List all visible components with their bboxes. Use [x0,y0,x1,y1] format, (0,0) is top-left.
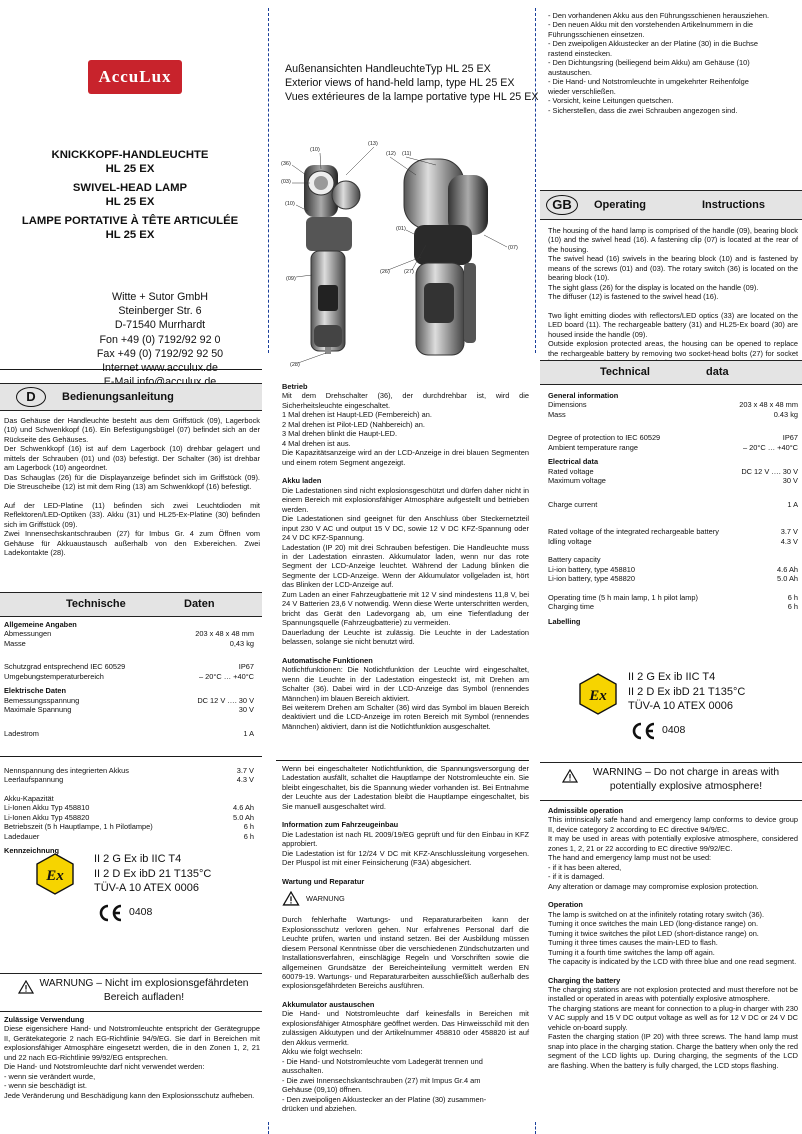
auto-text-2: Wenn bei eingeschalteter Notlichtfunktion, die Spannungsversorgung der Ladestation ausfällt, schaltet die Hauptlampe der Notstromleuchte ein. Sie bleibt eingeschaltet, bis die Spannung wieder vorhanden ist. Bei Entnahme der Leuchte aus der Ladestation bleibt die Hauptlampe eingeschaltet, bis Sie manuell ausgeschaltet wird. [282,764,529,811]
daten-label: Daten [184,598,215,611]
spec-row: Li-ion battery, type 458810 4.6 Ah [548,564,798,574]
warning-triangle-icon [18,980,34,994]
en-gen-title: General information [548,391,619,400]
spec-row: Li-Ionen Akku Typ 458820 5.0 Ah [4,812,254,822]
akku-title: Akku laden [282,476,322,486]
spec-row: Operating time (5 h main lamp, 1 h pilot lamp) 6 h [548,592,798,602]
technische-label: Technische [66,598,126,611]
spec-row: Umgebungstemperaturbereich – 20°C … +40°C [4,671,254,681]
callout: (12) [386,151,396,157]
callout: (11) [402,151,412,157]
logo-text: AccuLux [98,67,172,87]
en-label-line: TÜV-A 10 ATEX 0006 [628,700,733,713]
spec-row: Idling voltage 4.3 V [548,536,798,546]
ex-hexagon-icon [578,672,618,716]
mid-rule [276,760,529,761]
d-label-title: Kennzeichnung [4,846,60,856]
title-en: SWIVEL-HEAD LAMP HL 25 EX [72,182,188,209]
wart-warning-label: WARNUNG [306,893,345,903]
d-tech-data [4,620,254,738]
spec-row: Maximum voltage 30 V [548,476,798,486]
en-warning-box [540,762,802,801]
spec-row: Dimensions 203 x 48 x 48 mm [548,400,798,410]
caption-fr: Vues extérieures de la lampe portative type HL 25 EX [285,90,539,103]
en-label-lines [628,670,745,714]
en-op-text: The lamp is switched on at the infinitely rotating rotary switch (36). Turning it once switches the main LED (long-distance range) on. Turning it twice switches the pilot LED (short-distance range) on. Turning it three times causes the main-LED to flash. Turning it a fourth time switches the lamp off again. The capacity is indicated by the LCD with three blue and one read segment. [548,909,797,967]
akku-text: Die Ladestationen sind nicht explosionsgeschützt und dürfen daher nicht in einem Bereich mit explosionsfähiger Atmosphäre aufgestellt und betrieben werden. Die Ladestationen sind geeignet für den Anschluss über Steckernetzteil input 230 V AC und output 15 V DC, sowie 12 V DC KFZ-Spannung oder 24 V DC KFZ-Spannung. Ladestation (IP 20) mit drei Schrauben befestigen. Die Handleuchte muss in der Ladestation einrasten. Akkumulator laden, wenn nur das rote Segment der LCD-Anzeige leuchtet. Während der Ladung blinken die Segmente der LCD-Anzeige. Wenn der Akkumulator vollgeladen ist, hört das Blinken der LCD-Anzeige auf. Zum Laden an einer Fahrzeugbatterie mit 12 V sind mindestens 11,8 V, bei 24 V Batterien 23,6 V notwendig. Wenn diese Werte unterschritten werden, bricht das Gerät den Ladevorgang ab, um eine Tiefentladung der Spannungsquelle (Fahrzeugbatterie) zu vermeiden. Dauerladung der Leuchte ist zulässig. Die Leuchte in der Ladestation belassen, solange sie nicht benutzt wird. [282,485,529,647]
spec-row: Mass 0.43 kg [548,409,798,419]
aus-title: Akkumulator austauschen [282,999,375,1009]
d-label-lines [94,852,211,896]
en-cap-title: Battery capacity [548,555,601,565]
spec-row: Charge current 1 A [548,499,798,509]
spec-row: Rated voltage DC 12 V …. 30 V [548,466,798,476]
title-de: KNICKKOPF-HANDLEUCHTE HL 25 EX [51,149,209,176]
lamp-front-view [304,165,360,354]
svg-text:Ex: Ex [46,868,64,884]
ce-number: 0408 [662,724,686,737]
fold-line-left-lower [268,1122,269,1134]
warning-triangle-icon [282,891,300,906]
d-ce-mark [97,904,152,922]
d-warning-text: WARNUNG – Nicht im explosionsgefährdeten Bereich aufladen! [39,978,249,1003]
spec-row: Leerlaufspannung 4.3 V [4,775,254,785]
d-elec-title: Elektrische Daten [4,686,67,696]
auto-title: Automatische Funktionen [282,655,373,665]
svg-text:Ex: Ex [589,688,607,704]
spec-row: Rated voltage of the integrated rechargeable battery 3.7 V [548,527,798,537]
title-fr: LAMPE PORTATIVE À TÊTE ARTICULÉE HL 25 EX [21,215,239,242]
wart-warning [282,891,529,906]
d-header [0,383,262,411]
en-op-title: Operation [548,900,583,910]
en-elec-title: Electrical data [548,457,599,467]
wart-text: Durch fehlerhafte Wartungs- und Reparaturarbeiten kann der Explosionsschutz verloren gehen. Nur erfahrenes Personal darf die Leuchte prüfen, warten und instand setzen. Bei der Ausbildung müssen diesem Personal Kenntnisse über die verschiedenen Zündschutzarten und Installationsverfahren, einschlägige Regeln und Vorschriften sowie die allgemeinen Grundsätze der Bereicheinteilung vermittelt werden EN 60079-19. Wartungs- und Reparaturarbeiten ausschließlich außerhalb des explosionsgefährdeten Bereichs ausführen. [282,915,529,991]
spec-row: Charging time 6 h [548,602,798,612]
d-use-text: Diese eigensichere Hand- und Notstromleuchte entspricht der Gerätegruppe II, Gerätekategorie 2 nach EG-Richtlinie 94/9/EG. Sie darf in Bereichen mit explosionsfähiger Atmosphäre eingesetzt werden, die in den Zonen 1, 2, 21 und 22 nach EG-Richtlinie 99/92/EG entsprechen. Die Hand- und Notstromleuchte darf nicht verwendet werden: - wenn sie verändert wurde, - wenn sie beschädigt ist. Jede Veränderung und Beschädigung kann den Explosionsschutz aufheben. [4,1024,260,1100]
callout: (10) [285,201,295,207]
gb-intro [548,226,798,368]
betrieb-text: Mit dem Drehschalter (36), der durchdrehbar ist, wird die Sicherheitsleuchte eingeschaltet. 1 Mal drehen ist Haupt-LED (Fernbereich) an. 2 Mal drehen ist Pilot-LED (Nahbereich) an. 3 Mal drehen blinkt die Haupt-LED. 4 Mal drehen ist aus. Die Kapazitätsanzeige wird an der LCD-Anzeige in drei blauen Segmenten und einem rotem Segment angezeigt. [282,391,529,467]
fzg-text: Die Ladestation ist nach RL 2009/19/EG geprüft und für den Einbau in KFZ approbiert. Die Ladestation ist für 12/24 V DC mit KFZ-Anschlussleitung vorgesehen. Der Pluspol ist mit einer Feinsicherung (F3A) abgesichert. [282,829,529,868]
gb-badge: GB [546,195,578,215]
battery-replace-steps-top: - Den vorhandenen Akku aus den Führungsschienen herausziehen. - Den neuen Akku mit den vorstehenden Artikelnummern in die Führungsschienen einsetzen. - Den zweipoligen Akkustecker an der Platine (30) in die Buchse rastend einstecken. - Den Dichtungsring (beiliegend beim Akku) am Gehäuse (10) austauschen. - Die Hand- und Notstromleuchte in umgekehrter Reihenfolge wieder verschließen. - Vorsicht, keine Leitungen quetschen. - Sicherstellen, dass die zwei Schrauben angezogen sind. [548,11,770,115]
en-operation [548,806,798,1070]
spec-row: Ladedauer 6 h [4,831,254,841]
d-rule [0,756,262,757]
callout: (27) [404,269,414,275]
ex-hexagon-icon [35,852,75,896]
ce-mark-icon [97,904,123,922]
en-adm-text: This intrinsically safe hand and emergency lamp conforms to device group II, device category 2 according to EC directive 94/9/EC. It may be used in areas with potentially explosive atmosphere, considered zones 1, 2, 21 or 22 according to EC directive 99/92/EC. The hand and emergency lamp must not be used: - if it has been altered, - if it is damaged. Any alteration or damage may compromise explosion protection. [548,815,798,891]
callout: (01) [396,226,406,232]
en-label-line: II 2 G Ex ib IIC T4 [628,671,716,683]
callout: (13) [368,141,378,147]
spec-row: Maximale Spannung 30 V [4,705,254,715]
betrieb-title: Betrieb [282,382,308,391]
d-use-title: Zulässige Verwendung [4,1015,85,1024]
d-cap-title: Akku-Kapazität [4,793,54,803]
fold-line-left [268,8,269,353]
manufacturer-address: Witte + Sutor GmbH Steinberger Str. 6 D-71540 Murrhardt Fon +49 (0) 7192/92 92 0 Fax +49 (0) 7192/92 92 50 Internet www.acculux.de [96,291,224,375]
d-label-line: II 2 G Ex ib IIC T4 [94,853,182,865]
en-ce-mark [630,722,685,740]
data-label: data [706,366,729,379]
acculux-logo [88,60,182,94]
gb-intro-text-2: Two light emitting diodes with reflectors/LED optics (33) are located on the LED board (11). The rechargeable battery (31) and HL25-Ex board (30) are housed inside the handle (09). Outside explosion protected areas, the housing can be opened to replace the rechargeable battery by removing two socket-head bolts (27) for socket [548,310,798,358]
d-warning-box [0,973,262,1012]
callout: (03) [281,179,291,185]
spec-row: Ambient temperature range – 20°C … +40°C [548,442,798,452]
fold-line-right-lower [535,1122,536,1134]
caption-de: Außenansichten HandleuchteTyp HL 25 EX [285,63,491,75]
spec-row: Betriebszeit (5 h Hauptlampe, 1 h Pilotlampe) 6 h [4,822,254,832]
spec-row: Abmessungen 203 x 48 x 48 mm [4,629,254,639]
aus-text: Die Hand- und Notstromleuchte darf keinesfalls in Bereichen mit explosionsfähiger Atmosphäre geöffnet werden. Das Hinweisschild mit den zulässigen Akkutypen und der Artikelnummer 458810 oder 458820 ist auf den Akkus vermerkt. Akku wie folgt wechseln: - Die Hand- und Notstromleuchte vom Ladegerät trennen und ausschalten. - Die zwei Innensechskantschrauben (27) mit Impus Gr.4 am Gehäuse (09,10) öffnen. - Den zweipoligen Akkustecker an der Platine (30) zusammen- drücken und abziehen. [282,1009,529,1114]
spec-row: Nennspannung des integrierten Akkus 3.7 V [4,766,254,775]
wart-title: Wartung und Reparatur [282,876,365,886]
en-chg-text: The charging stations are not explosion protected and must therefore not be installed or operated in areas with potentially explosive atmosphere. The charging stations are meant for connection to a plug-in charger with 230 V AC supply and 15 V DC output voltage as well as for 12 V DC or 24 V DC vehicle on-board supply. Fasten the charging station (IP 20) with three screws. The hand lamp must snap into place in the charging station. Charge the battery when only the red segment of the LCD lights up. During charging, the segments of the LCD are flashing. When the battery is fully charged, the LCD stops flashing. [548,984,798,1070]
callout: (26) [380,269,390,275]
spec-row: Li-Ionen Akku Typ 458810 4.6 Ah [4,803,254,813]
d-use [4,1015,260,1100]
en-label-line: II 2 D Ex ibD 21 T135°C [628,685,746,698]
d-intro [4,416,260,558]
en-adm-title: Admissible operation [548,806,624,815]
caption-en: Exterior views of hand-held lamp, type HL 25 EX [285,76,515,89]
en-chg-title: Charging the battery [548,975,621,985]
d-intro-text-2: Auf der LED-Platine (11) befinden sich zwei Leuchtdioden mit Reflektoren/LED-Optiken (33). Akku (31) und HL25-Ex-Platine (30) befinden sich im Griffstück (09). Zwei Innensechskantschrauben (27) für Imbus Gr. 4 zum Öffnen vom Gehäuse für Akkuaustausch außerhalb von den Exbereichen. Zwei Ladekontakte (28). [4,500,260,558]
warning-triangle-icon [562,769,578,783]
d-tech-header [0,592,262,617]
spec-row: Degree of protection to IEC 60529 IP67 [548,433,798,443]
spec-row: Schutzgrad entsprechend IEC 60529 IP67 [4,662,254,672]
auto-text: Notlichtfunktionen: Die Notlichtfunktion der Leuchte wird eingeschaltet, wenn die Leuchte in der Ladestation eingesteckt ist, mit Drehen am Schalter (36). Dabei wird in der LCD-Anzeige das Symbol (rennendes Männchen) im blauen Bereich aktiviert. Bei weiterem Drehen am Schalter (36) wird das Symbol im blauen Bereich deaktiviert und die LCD-Anzeige im roten Bereich mit Symbol (rennendes Männchen) aktiviert, dann ist die Notlichtfunktion ausgeschaltet. [282,665,529,731]
technical-label: Technical [600,366,650,379]
d-badge: D [16,387,46,407]
callout: (09) [286,276,296,282]
spec-row: Bemessungsspannung DC 12 V …. 30 V [4,695,254,705]
ce-mark-icon [630,722,656,740]
en-label-title: Labelling [548,616,581,626]
instructions-label: Instructions [702,198,765,211]
en-tech-header [540,360,802,385]
ce-number: 0408 [129,906,153,919]
spec-row: Li-ion battery, type 458820 5.0 Ah [548,574,798,584]
d-label-line: TÜV-A 10 ATEX 0006 [94,882,199,895]
d-intro-text: Das Gehäuse der Handleuchte besteht aus dem Griffstück (09), Lagerbock (10) und Schwenkkopf (16). Ein Befestigungsbügel (07) befindet sich an der Rückseite des Gehäuses. Der Schwenkkopf (16) ist auf dem Lagerbock (10) drehbar gelagert und mittels der Schrauben (01) und (03) befestigt. Der Schalter (36) ist drehbar am Lagerbock (10) angeordnet. Das Schauglas (26) für die Displayanzeige befindet sich im Griffstück (09). Die Streuscheibe (12) ist mit dem Ring (13) am Schwenkkopf (16) befestigt. [4,416,260,492]
d-tech-data-2 [4,766,254,856]
callout: (07) [508,245,518,251]
lamp-exterior-figure [276,135,532,370]
spec-row: Masse 0,43 kg [4,638,254,648]
gb-intro-text: The housing of the hand lamp is comprised of the handle (09), bearing block (10) and the swivel head (16). A fastening clip (07) is located at the rear of the housing. The swivel head (16) swivels in the bearing block (10) and is fastened by means of the screws (01) and (03). The rotary switch (36) is located on the bearing block (10). The sight glass (26) for the display is located on the handle (09). The diffuser (12) is fastened to the swivel head (16). [548,226,798,302]
bedienungsanleitung-label: Bedienungsanleitung [62,390,174,403]
d-gen-title: Allgemeine Angaben [4,620,77,629]
exterior-views-caption [285,63,538,105]
fzg-title: Information zum Fahrzeugeinbau [282,820,399,830]
lamp-side-view [404,159,488,355]
en-tech-data [548,391,798,626]
fold-line-right [535,8,536,353]
callout: (28) [290,362,300,368]
spec-row: Ladestrom 1 A [4,728,254,738]
gb-operating-header [540,190,802,220]
mid-column-2 [282,764,529,1114]
mid-column [282,382,529,731]
callout: (36) [281,161,291,167]
callout: (10) [310,147,320,153]
en-warning-text: WARNING – Do not charge in areas with potentially explosive atmosphere! [592,767,780,792]
operating-label: Operating [594,198,646,211]
d-label-line: II 2 D Ex ibD 21 T135°C [94,867,212,880]
